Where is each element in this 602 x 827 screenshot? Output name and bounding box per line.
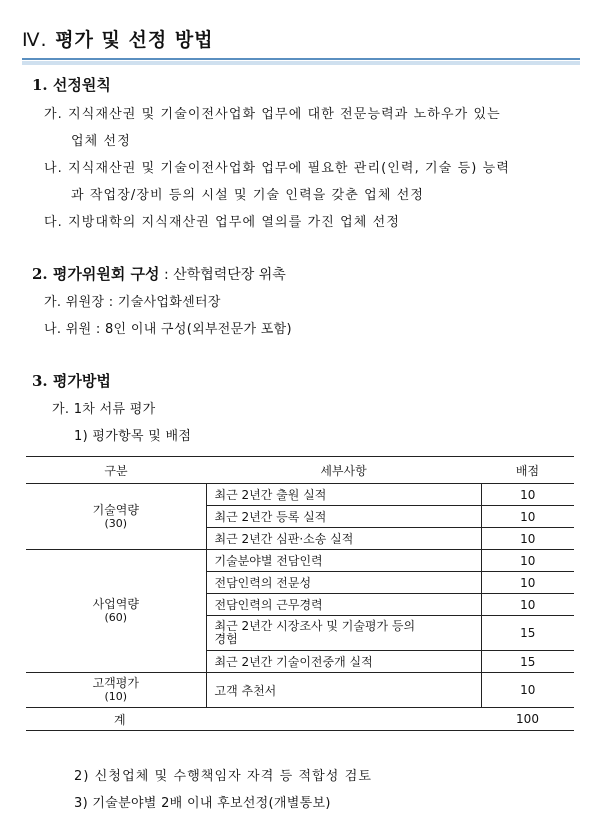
table-row bbox=[26, 484, 574, 506]
category-score: (10) bbox=[104, 690, 128, 703]
detail-cell: 전담인력의 근무경력 bbox=[206, 594, 481, 616]
detail-cell: 기술분야별 전담인력 bbox=[206, 550, 481, 572]
category-name: 기술역량 bbox=[92, 502, 139, 517]
score-cell: 10 bbox=[481, 506, 574, 528]
title-rule-shadow bbox=[22, 61, 580, 65]
title-text: 평가 및 선정 방법 bbox=[55, 29, 214, 51]
section3-after-3: 3) 기술분야별 2배 이내 후보선정(개별통보) bbox=[74, 796, 331, 811]
title-rule bbox=[22, 58, 580, 60]
section2-heading-rest: : 산학협력단장 위촉 bbox=[159, 267, 286, 283]
table-total-row bbox=[26, 708, 574, 731]
score-cell: 10 bbox=[481, 528, 574, 550]
title-number: Ⅳ. bbox=[22, 29, 48, 51]
score-cell: 10 bbox=[481, 484, 574, 506]
section1-item-b-line1: 나. 지식재산권 및 기술이전사업화 업무에 필요한 관리(인력, 기술 등) 능력 bbox=[44, 161, 510, 176]
score-cell: 10 bbox=[481, 594, 574, 616]
total-score: 100 bbox=[481, 708, 574, 731]
section1-item-b-line2: 과 작업장/장비 등의 시설 및 기술 인력을 갖춘 업체 선정 bbox=[71, 188, 425, 203]
detail-cell: 최근 2년간 등록 실적 bbox=[206, 506, 481, 528]
detail-cell bbox=[206, 616, 481, 651]
section1-item-a-line2: 업체 선정 bbox=[71, 134, 131, 149]
section2-item-b: 나. 위원 : 8인 이내 구성(외부전문가 포함) bbox=[44, 322, 292, 337]
section3-subsub: 1) 평가항목 및 배점 bbox=[74, 429, 192, 444]
score-cell: 15 bbox=[481, 616, 574, 651]
category-score: (30) bbox=[104, 516, 128, 530]
header-detail: 세부사항 bbox=[206, 457, 481, 484]
header-category: 구분 bbox=[26, 457, 206, 484]
score-cell: 10 bbox=[481, 673, 574, 708]
section3-sub: 가. 1차 서류 평가 bbox=[52, 402, 156, 417]
section1-heading: 1. 선정원칙 bbox=[32, 76, 111, 94]
section2-item-a: 가. 위원장 : 기술사업화센터장 bbox=[44, 295, 221, 310]
detail-cell: 최근 2년간 심판·소송 실적 bbox=[206, 528, 481, 550]
category-cell bbox=[26, 550, 206, 673]
category-name: 사업역량 bbox=[92, 597, 139, 611]
section2-heading bbox=[32, 263, 286, 284]
detail-cell: 전담인력의 전문성 bbox=[206, 572, 481, 594]
detail-line1: 최근 2년간 시장조사 및 기술평가 등의 bbox=[214, 619, 416, 633]
score-cell: 10 bbox=[481, 550, 574, 572]
evaluation-table bbox=[26, 456, 574, 731]
table-row bbox=[26, 550, 574, 572]
score-cell: 10 bbox=[481, 572, 574, 594]
total-label: 계 bbox=[26, 708, 481, 731]
section3-heading: 3. 평가방법 bbox=[32, 372, 111, 390]
page-title bbox=[22, 25, 214, 52]
section1-item-c: 다. 지방대학의 지식재산권 업무에 열의를 가진 업체 선정 bbox=[44, 215, 400, 230]
detail-cell: 최근 2년간 기술이전중개 실적 bbox=[206, 651, 481, 673]
detail-line2: 경험 bbox=[214, 632, 238, 646]
category-cell bbox=[26, 673, 206, 708]
category-cell bbox=[26, 484, 206, 550]
table-row bbox=[26, 673, 574, 708]
detail-cell: 고객 추천서 bbox=[206, 673, 481, 708]
category-score: (60) bbox=[104, 611, 128, 624]
header-score: 배점 bbox=[481, 457, 574, 484]
section2-heading-title: 2. 평가위원회 구성 bbox=[32, 265, 160, 283]
category-name: 고객평가 bbox=[92, 676, 139, 690]
section3-after-2: 2) 신청업체 및 수행책임자 자격 등 적합성 검토 bbox=[74, 769, 373, 784]
score-cell: 15 bbox=[481, 651, 574, 673]
table-header-row bbox=[26, 457, 574, 484]
section1-item-a-line1: 가. 지식재산권 및 기술이전사업화 업무에 대한 전문능력과 노하우가 있는 bbox=[44, 107, 501, 122]
detail-cell: 최근 2년간 출원 실적 bbox=[206, 484, 481, 506]
